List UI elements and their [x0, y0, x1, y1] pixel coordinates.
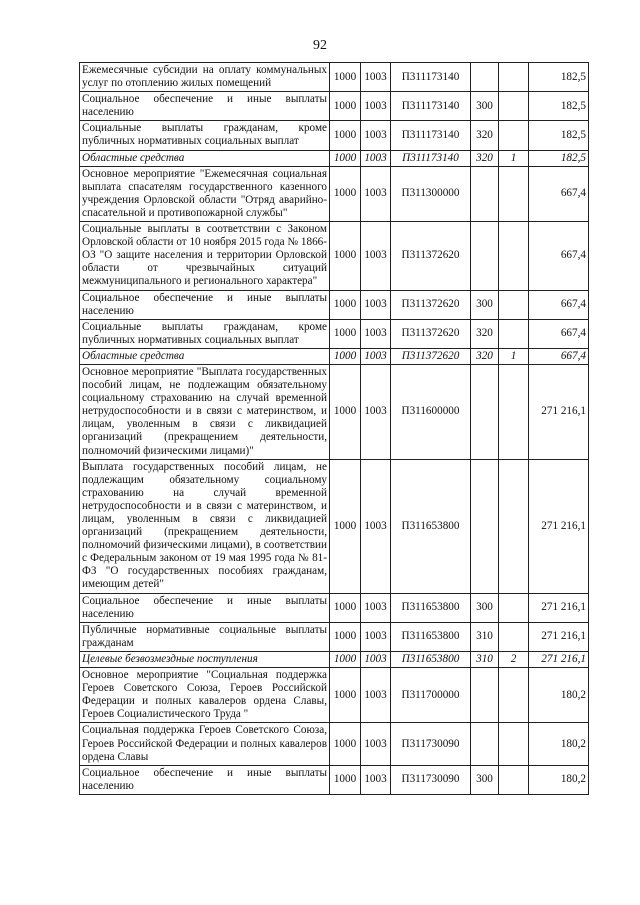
cell-target-article: П311173140: [391, 121, 471, 150]
cell-funding-source: 2: [499, 651, 529, 667]
cell-funding-source: [499, 319, 529, 348]
cell-section: 1000: [330, 668, 361, 723]
cell-expense-type: 320: [471, 150, 499, 166]
cell-target-article: П311653800: [391, 593, 471, 622]
cell-name: Социальная поддержка Героев Советского Союза, Героев Российской Федерации и полных кавалеров ордена Славы: [80, 723, 330, 765]
cell-subsection: 1003: [361, 723, 391, 765]
cell-expense-type: [471, 668, 499, 723]
cell-funding-source: [499, 166, 529, 221]
cell-expense-type: 320: [471, 121, 499, 150]
cell-funding-source: [499, 459, 529, 593]
cell-funding-source: [499, 92, 529, 121]
cell-amount: 667,4: [529, 166, 589, 221]
cell-subsection: 1003: [361, 63, 391, 92]
cell-amount: 182,5: [529, 121, 589, 150]
table-row: [80, 63, 589, 92]
cell-name: Основное мероприятие "Социальная поддержка Героев Советского Союза, Героев Российской Федерации и полных кавалеров ордена Славы, Героев Социалистического Труда ": [80, 668, 330, 723]
cell-name: Основное мероприятие "Выплата государственных пособий лицам, не подлежащим обязательному социальному страхованию на случай временной нетрудоспособности и в связи с материнством, и лицам, уволенным в связи с ликвидацией организаций (прекращением деятельности, полномочий физическими лицами)": [80, 364, 330, 459]
cell-target-article: П311372620: [391, 319, 471, 348]
cell-name: Ежемесячные субсидии на оплату коммунальных услуг по отоплению жилых помещений: [80, 63, 330, 92]
cell-amount: 667,4: [529, 319, 589, 348]
cell-subsection: 1003: [361, 121, 391, 150]
cell-amount: 271 216,1: [529, 651, 589, 667]
cell-section: 1000: [330, 319, 361, 348]
cell-funding-source: [499, 668, 529, 723]
cell-subsection: 1003: [361, 166, 391, 221]
cell-name: Публичные нормативные социальные выплаты гражданам: [80, 622, 330, 651]
cell-target-article: П311173140: [391, 150, 471, 166]
budget-table: [79, 62, 589, 795]
cell-expense-type: 300: [471, 290, 499, 319]
cell-expense-type: 320: [471, 348, 499, 364]
cell-name: Основное мероприятие "Ежемесячная социальная выплата спасателям государственного казенного учреждения Орловской области "Отряд аварийно-спасательной и противопожарной службы": [80, 166, 330, 221]
cell-target-article: П311653800: [391, 651, 471, 667]
cell-subsection: 1003: [361, 348, 391, 364]
cell-name: Целевые безвозмездные поступления: [80, 651, 330, 667]
table-row: [80, 765, 589, 794]
cell-amount: 182,5: [529, 150, 589, 166]
cell-subsection: 1003: [361, 459, 391, 593]
cell-section: 1000: [330, 166, 361, 221]
cell-section: 1000: [330, 723, 361, 765]
cell-funding-source: [499, 364, 529, 459]
cell-subsection: 1003: [361, 651, 391, 667]
cell-expense-type: [471, 723, 499, 765]
cell-expense-type: [471, 364, 499, 459]
cell-subsection: 1003: [361, 92, 391, 121]
table-row: [80, 290, 589, 319]
cell-name: Социальное обеспечение и иные выплаты населению: [80, 290, 330, 319]
cell-expense-type: 310: [471, 622, 499, 651]
cell-target-article: П311173140: [391, 92, 471, 121]
table-row: [80, 622, 589, 651]
cell-amount: 182,5: [529, 92, 589, 121]
table-row: [80, 651, 589, 667]
cell-amount: 667,4: [529, 222, 589, 290]
cell-section: 1000: [330, 290, 361, 319]
cell-funding-source: 1: [499, 348, 529, 364]
cell-funding-source: [499, 765, 529, 794]
table-row: [80, 459, 589, 593]
cell-section: 1000: [330, 651, 361, 667]
cell-section: 1000: [330, 63, 361, 92]
cell-subsection: 1003: [361, 765, 391, 794]
cell-subsection: 1003: [361, 290, 391, 319]
table-row: [80, 150, 589, 166]
cell-subsection: 1003: [361, 222, 391, 290]
cell-expense-type: [471, 222, 499, 290]
cell-amount: 667,4: [529, 348, 589, 364]
table-row: [80, 319, 589, 348]
cell-subsection: 1003: [361, 319, 391, 348]
cell-funding-source: [499, 723, 529, 765]
cell-target-article: П311700000: [391, 668, 471, 723]
cell-section: 1000: [330, 150, 361, 166]
cell-name: Социальные выплаты гражданам, кроме публичных нормативных социальных выплат: [80, 319, 330, 348]
cell-amount: 180,2: [529, 668, 589, 723]
cell-funding-source: [499, 593, 529, 622]
table-row: [80, 723, 589, 765]
cell-subsection: 1003: [361, 150, 391, 166]
cell-amount: 271 216,1: [529, 593, 589, 622]
cell-funding-source: 1: [499, 150, 529, 166]
table-row: [80, 668, 589, 723]
cell-expense-type: 300: [471, 593, 499, 622]
cell-section: 1000: [330, 364, 361, 459]
cell-amount: 271 216,1: [529, 459, 589, 593]
table-row: [80, 121, 589, 150]
cell-amount: 180,2: [529, 723, 589, 765]
cell-funding-source: [499, 622, 529, 651]
cell-target-article: П311730090: [391, 765, 471, 794]
cell-expense-type: [471, 63, 499, 92]
cell-expense-type: 320: [471, 319, 499, 348]
cell-subsection: 1003: [361, 364, 391, 459]
cell-name: Выплата государственных пособий лицам, не подлежащим обязательному социальному страхованию на случай временной нетрудоспособности и в связи с материнством, и лицам, уволенным в связи с ликвидацией организаций (прекращением деятельности, полномочий физическими лицами), в соответствии с Федеральным законом от 19 мая 1995 года № 81-ФЗ "О государственных пособиях гражданам, имеющим детей": [80, 459, 330, 593]
cell-expense-type: [471, 459, 499, 593]
cell-name: Социальные выплаты в соответствии с Законом Орловской области от 10 ноября 2015 года № 1866-ОЗ "О защите населения и территории Орловской области от чрезвычайных ситуаций межмуниципального и регионального характера": [80, 222, 330, 290]
cell-expense-type: 310: [471, 651, 499, 667]
cell-amount: 182,5: [529, 63, 589, 92]
cell-name: Социальное обеспечение и иные выплаты населению: [80, 765, 330, 794]
cell-expense-type: 300: [471, 765, 499, 794]
cell-section: 1000: [330, 222, 361, 290]
cell-subsection: 1003: [361, 593, 391, 622]
cell-section: 1000: [330, 459, 361, 593]
cell-funding-source: [499, 290, 529, 319]
cell-target-article: П311173140: [391, 63, 471, 92]
cell-section: 1000: [330, 121, 361, 150]
cell-section: 1000: [330, 348, 361, 364]
table-row: [80, 92, 589, 121]
table-body: [80, 63, 589, 795]
cell-target-article: П311600000: [391, 364, 471, 459]
cell-target-article: П311730090: [391, 723, 471, 765]
cell-subsection: 1003: [361, 668, 391, 723]
cell-section: 1000: [330, 765, 361, 794]
cell-target-article: П311653800: [391, 459, 471, 593]
table-row: [80, 222, 589, 290]
cell-expense-type: [471, 166, 499, 221]
cell-section: 1000: [330, 92, 361, 121]
cell-name: Социальные выплаты гражданам, кроме публичных нормативных социальных выплат: [80, 121, 330, 150]
cell-subsection: 1003: [361, 622, 391, 651]
table-row: [80, 364, 589, 459]
cell-amount: 271 216,1: [529, 622, 589, 651]
page-number: 92: [313, 38, 327, 53]
cell-funding-source: [499, 222, 529, 290]
cell-funding-source: [499, 63, 529, 92]
cell-expense-type: 300: [471, 92, 499, 121]
cell-name: Областные средства: [80, 348, 330, 364]
cell-section: 1000: [330, 622, 361, 651]
cell-amount: 180,2: [529, 765, 589, 794]
table-row: [80, 348, 589, 364]
cell-amount: 271 216,1: [529, 364, 589, 459]
cell-name: Социальное обеспечение и иные выплаты населению: [80, 92, 330, 121]
cell-target-article: П311653800: [391, 622, 471, 651]
cell-name: Социальное обеспечение и иные выплаты населению: [80, 593, 330, 622]
table-row: [80, 166, 589, 221]
cell-section: 1000: [330, 593, 361, 622]
cell-funding-source: [499, 121, 529, 150]
cell-target-article: П311372620: [391, 290, 471, 319]
cell-name: Областные средства: [80, 150, 330, 166]
cell-amount: 667,4: [529, 290, 589, 319]
cell-target-article: П311372620: [391, 222, 471, 290]
cell-target-article: П311300000: [391, 166, 471, 221]
cell-target-article: П311372620: [391, 348, 471, 364]
table-row: [80, 593, 589, 622]
